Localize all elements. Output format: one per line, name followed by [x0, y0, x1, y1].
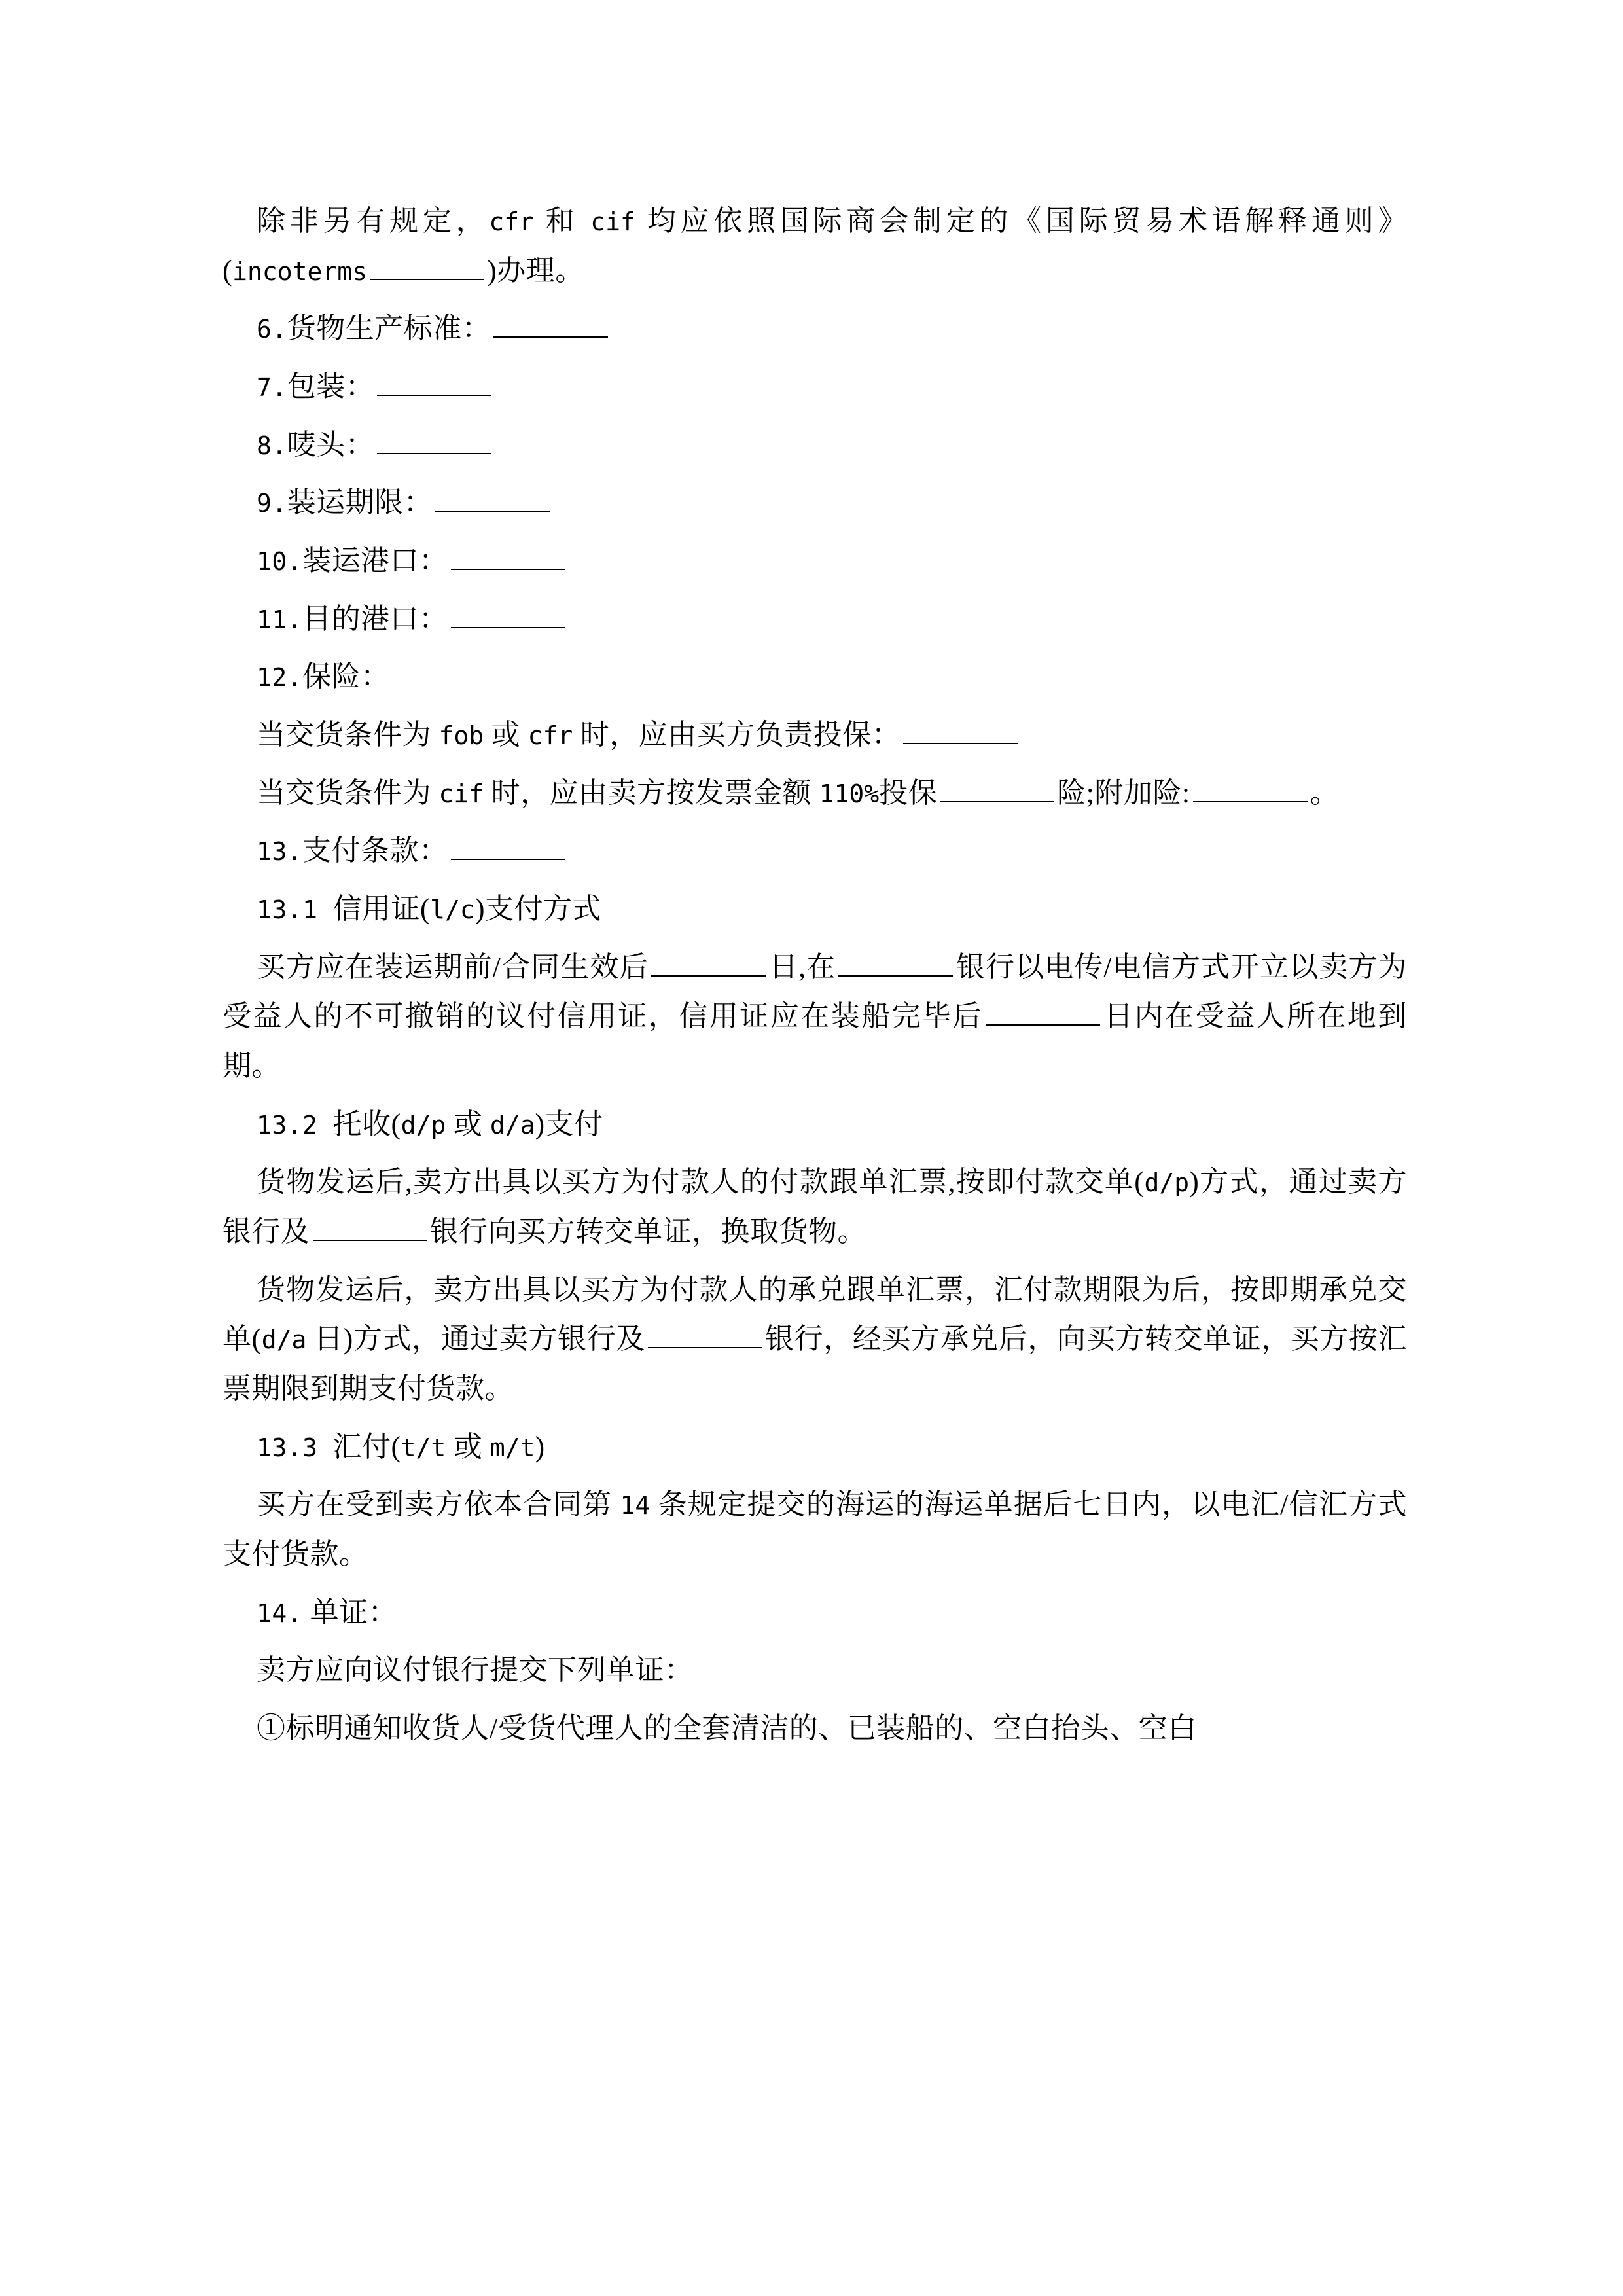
text-segment: 或 [446, 1430, 490, 1463]
text-segment: 银行，经买方承兑后，向买方转交单证，买方按汇票期限到期支付货款。 [223, 1323, 1408, 1405]
paragraph-item-10 [223, 536, 1407, 586]
text-segment: 支付条款： [302, 834, 448, 867]
text-segment: 银行以电传/电信方式开立以卖方为受益人的不可撤销的议付信用证，信用证应在装船完毕后 [223, 950, 1407, 1033]
fill-in-blank[interactable] [451, 829, 565, 860]
document-body [223, 196, 1407, 1753]
text-segment: 当交货条件为 [257, 776, 439, 809]
text-segment: 装运港口： [302, 545, 448, 577]
text-segment: 托收( [317, 1107, 401, 1140]
paragraph-item-9 [223, 478, 1407, 528]
text-segment: 买方应在装运期前/合同生效后 [257, 950, 649, 983]
clause-number: 12. [257, 663, 303, 692]
text-segment: 日,在 [768, 950, 836, 983]
text-segment: 保险： [302, 660, 390, 693]
text-segment: 银行向买方转交单证，换取货物。 [429, 1215, 866, 1248]
text-segment: 和 [534, 205, 591, 237]
text-segment: 当交货条件为 [257, 719, 439, 751]
clause-number: 14. [257, 1598, 303, 1628]
paragraph-item-14 [223, 1588, 1407, 1638]
text-segment: 时，应由买方负责投保： [573, 719, 901, 751]
paragraph-item-6 [223, 304, 1407, 353]
paragraph-item-12 [223, 652, 1407, 702]
paragraph-item-11 [223, 594, 1407, 644]
clause-number: 10. [257, 547, 303, 577]
fill-in-blank[interactable] [493, 306, 608, 338]
clause-number: 13.3 [257, 1433, 318, 1462]
clause-number: 11. [257, 605, 303, 634]
text-segment: 货物生产标准： [287, 312, 491, 345]
text-segment-latin: cfr [527, 721, 573, 751]
paragraph-item-13-1-title [223, 884, 1407, 934]
text-segment: 单证： [302, 1596, 398, 1628]
paragraph-item-14-body [223, 1645, 1407, 1695]
text-segment-latin: fob [438, 721, 484, 751]
text-segment: 包装： [287, 370, 375, 403]
text-segment: 买方在受到卖方依本合同第 [257, 1488, 620, 1521]
paragraph-item-13-2-title [223, 1100, 1407, 1149]
fill-in-blank[interactable] [435, 480, 550, 512]
text-segment: 汇付( [317, 1430, 401, 1463]
text-segment: 日)方式，通过卖方银行及 [306, 1323, 645, 1355]
fill-in-blank[interactable] [313, 1210, 427, 1241]
clause-number: 9. [257, 489, 287, 518]
clause-number: 13. [257, 837, 303, 867]
fill-in-blank[interactable] [986, 994, 1100, 1026]
fill-in-blank[interactable] [1193, 771, 1308, 802]
clause-number: 7. [257, 373, 287, 403]
paragraph-item-14-list-1 [223, 1704, 1407, 1753]
text-segment-latin: l/c [430, 895, 475, 925]
text-segment-latin: d/a [490, 1110, 535, 1139]
text-segment-latin: d/p [1144, 1168, 1190, 1198]
paragraph-item-13-3-title [223, 1422, 1407, 1472]
paragraph-item-13-2-body-2 [223, 1265, 1407, 1414]
text-segment: 投保 [879, 776, 938, 809]
text-segment: 险;附加险: [1057, 776, 1190, 809]
text-segment: 信用证( [317, 893, 431, 925]
text-segment: 时，应由卖方按发票金额 [484, 776, 819, 809]
text-segment-latin: incoterms [232, 257, 368, 286]
paragraph-item-13-1-body [223, 942, 1407, 1091]
text-segment: ①标明通知收货人/受货代理人的全套清洁的、已装船的、空白抬头、空白 [257, 1712, 1197, 1745]
text-segment: 条规定提交的海运的海运单据后七日内，以电汇/信汇方式支付货款。 [223, 1488, 1407, 1571]
text-segment: )支付方式 [474, 893, 601, 925]
text-segment: 货物发运后,卖方出具以买方为付款人的付款跟单汇票,按即付款交单( [257, 1166, 1145, 1198]
text-segment: 或 [484, 719, 528, 751]
paragraph-item-13-3-body [223, 1480, 1407, 1579]
text-segment-latin: cif [590, 207, 635, 236]
paragraph-item-12-fob [223, 710, 1407, 760]
paragraph-item-8 [223, 420, 1407, 470]
text-segment-latin: d/a [261, 1325, 307, 1355]
clause-number: 6. [257, 315, 287, 344]
text-segment: 均应依照国际商会制定的《国际贸易术语解释通则》( [223, 205, 1408, 287]
text-segment-latin: d/p [401, 1110, 446, 1139]
text-segment: 装运期限： [287, 486, 433, 519]
clause-number: 8. [257, 431, 287, 460]
text-segment: )方式，通过卖方银行及 [223, 1166, 1408, 1248]
text-segment-latin: 110% [819, 779, 880, 808]
text-segment: 日内在受益人所在地到期。 [223, 1000, 1407, 1083]
paragraph-item-12-cif [223, 768, 1407, 818]
fill-in-blank[interactable] [940, 771, 1054, 802]
text-segment-latin: 14 [620, 1491, 651, 1520]
text-segment: )支付 [535, 1107, 603, 1140]
fill-in-blank[interactable] [377, 423, 491, 454]
fill-in-blank[interactable] [377, 365, 491, 396]
clause-number: 13.2 [257, 1110, 318, 1139]
paragraph-intro-incoterms [223, 196, 1407, 295]
text-segment: 唛头： [287, 428, 375, 461]
fill-in-blank[interactable] [370, 248, 484, 279]
fill-in-blank[interactable] [451, 539, 565, 570]
paragraph-item-13-2-body-1 [223, 1157, 1407, 1256]
fill-in-blank[interactable] [451, 597, 565, 628]
text-segment-latin: cfr [489, 207, 534, 236]
text-segment-latin: t/t [401, 1433, 446, 1462]
text-segment: )办理。 [487, 254, 584, 287]
fill-in-blank[interactable] [838, 945, 953, 977]
text-segment: 。 [1310, 776, 1340, 809]
text-segment: 卖方应向议付银行提交下列单证： [257, 1654, 694, 1687]
fill-in-blank[interactable] [651, 945, 766, 977]
text-segment-latin: m/t [490, 1433, 535, 1462]
text-segment: 除非另有规定， [257, 205, 490, 237]
fill-in-blank[interactable] [903, 713, 1018, 744]
fill-in-blank[interactable] [648, 1317, 762, 1348]
text-segment: ) [535, 1430, 545, 1463]
paragraph-item-7 [223, 362, 1407, 412]
paragraph-item-13 [223, 826, 1407, 876]
text-segment: 目的港口： [302, 602, 448, 635]
text-segment: 或 [446, 1107, 490, 1140]
clause-number: 13.1 [257, 895, 318, 925]
text-segment: 货物发运后，卖方出具以买方为付款人的承兑跟单汇票，汇付款期限为后，按即期承兑交单( [223, 1273, 1407, 1355]
text-segment-latin: cif [438, 779, 484, 808]
